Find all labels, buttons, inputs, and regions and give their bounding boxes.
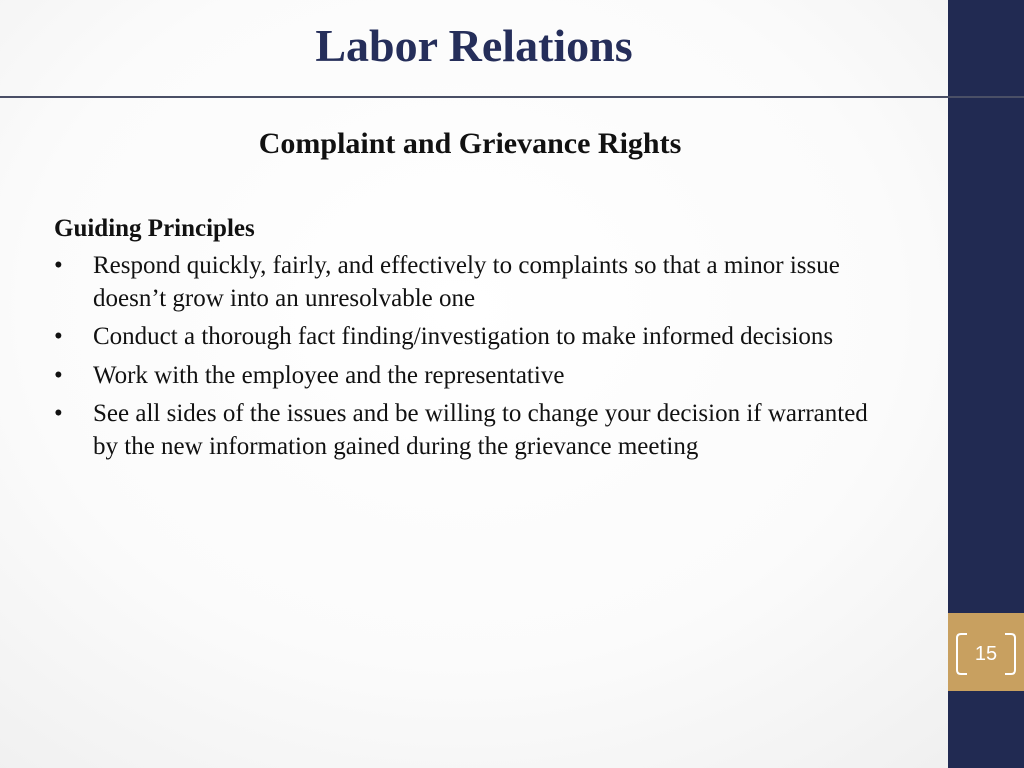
title-divider <box>0 96 1024 98</box>
bullet-item <box>54 360 884 393</box>
bullet-icon: • <box>54 323 63 350</box>
bullet-icon: • <box>54 361 63 389</box>
bullet-item <box>54 398 884 463</box>
slide-title: Labor Relations <box>315 20 633 71</box>
bullet-icon: • <box>54 400 63 427</box>
section-heading: Guiding Principles <box>54 215 255 242</box>
bullet-icon: • <box>54 252 63 279</box>
bullet-list <box>54 250 884 463</box>
bullet-item <box>54 321 884 354</box>
bullet-text: Work with the employee and the representative <box>93 361 565 389</box>
bullet-text: Respond quickly, fairly, and effectively to complaints so that a minor issue doesn’t grow into an unresolvable one <box>93 252 840 312</box>
bullet-item <box>54 250 884 315</box>
page-number: 15 <box>974 643 998 665</box>
slide-subtitle: Complaint and Grievance Rights <box>258 127 682 160</box>
bullet-text: See all sides of the issues and be willing to change your decision if warranted by the new information gained during the grievance meeting <box>93 400 868 460</box>
slide-body <box>54 211 884 469</box>
page-number-frame <box>955 632 1017 676</box>
bullet-text: Conduct a thorough fact finding/investigation to make informed decisions <box>93 323 834 350</box>
